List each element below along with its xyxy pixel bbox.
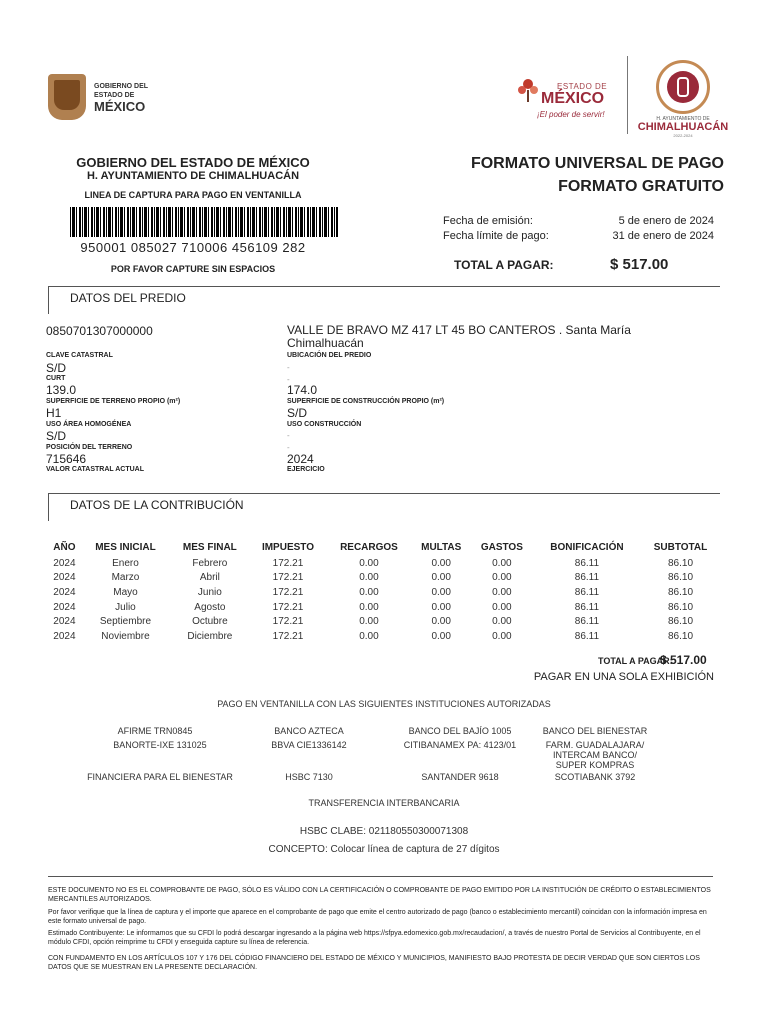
uso-const-value: S/D — [287, 406, 308, 420]
table-row — [48, 585, 720, 600]
cell: 2024 — [53, 586, 76, 598]
cell: 0.00 — [359, 572, 379, 584]
table-row — [48, 629, 720, 644]
posicion-value: S/D — [46, 429, 67, 443]
bank-bbva: BBVA CIE1336142 — [271, 740, 347, 750]
cell: 2024 — [53, 616, 76, 628]
logo-text-line3: MÉXICO — [94, 99, 146, 114]
cell: 0.00 — [431, 601, 451, 613]
capture-line: 950001 085027 710006 456109 282 — [80, 240, 306, 255]
posicion-dash-2: - — [287, 443, 290, 452]
gov-title: GOBIERNO DEL ESTADO DE MÉXICO — [76, 155, 310, 170]
cell: Septiembre — [99, 616, 152, 628]
bank-hsbc: HSBC 7130 — [285, 772, 333, 782]
curt-dash-2: - — [287, 375, 290, 384]
table-row — [48, 614, 720, 629]
col-multas: MULTAS — [421, 542, 462, 553]
format-subtitle: FORMATO GRATUITO — [558, 178, 724, 195]
posicion-dash: - — [287, 431, 290, 440]
issue-date: 5 de enero de 2024 — [618, 215, 714, 227]
bank-financiera: FINANCIERA PARA EL BIENESTAR — [87, 772, 233, 782]
contrib-left-rule — [48, 493, 49, 521]
concepto: CONCEPTO: Colocar línea de captura de 27 dígitos — [268, 844, 500, 855]
cell: Mayo — [113, 586, 138, 598]
barcode — [70, 207, 338, 237]
bank-farm-intercam: FARM. GUADALAJARA/ INTERCAM BANCO/ SUPER KOMPRAS — [545, 740, 645, 770]
cell: Febrero — [192, 557, 228, 569]
footer-cfdi: Estimado Contribuyente: Le informamos que su CFDI lo podrá descargar ingresando a la página web https://sfpya.edomexico.gob.mx/recaudacion/, a través de nuestro Portal de Servicios al Contribuyente, en el módulo CFDI, opción reimprime tu CFDI y enseguida capture su línea de referencia. — [48, 930, 701, 946]
sup-terreno-value: 139.0 — [46, 383, 77, 397]
footer-verify: Por favor verifique que la línea de captura y el importe que aparece en el comprobante de pago que emite el centro autorizado de pago (banco o establecimiento mercantil) coincidan con la información impresa en este formato universal de pago. — [48, 909, 707, 925]
cell: 172.21 — [272, 586, 304, 598]
table-row — [48, 600, 720, 615]
logo-divider — [627, 56, 628, 134]
bank-citibanamex: CITIBANAMEX PA: 4123/01 — [403, 740, 517, 750]
contrib-section-title: DATOS DE LA CONTRIBUCIÓN — [70, 498, 244, 512]
cell: 172.21 — [272, 630, 304, 642]
predio-left-rule — [48, 286, 49, 314]
total-label: TOTAL A PAGAR: — [454, 258, 554, 272]
footer-disclaimer: ESTE DOCUMENTO NO ES EL COMPROBANTE DE PAGO, SÓLO ES VÁLIDO CON LA CERTIFICACIÓN O COMPROBANTE DE PAGO EMITIDO POR LA INSTITUCIÓN DE CRÉDITO O ESTABLECIMIENTOS MERCANTILES AUTORIZADOS. — [48, 887, 711, 903]
ubicacion-value: VALLE DE BRAVO MZ 417 LT 45 BO CANTEROS . Santa María Chimalhuacán — [287, 323, 631, 350]
valor-catastral-value: 715646 — [46, 452, 87, 466]
sup-const-label: SUPERFICIE DE CONSTRUCCIÓN PROPIO (m²) — [287, 398, 445, 405]
sup-terreno-label: SUPERFICIE DE TERRENO PROPIO (m²) — [46, 398, 181, 405]
bank-bajio: BANCO DEL BAJÍO 1005 — [408, 726, 512, 736]
cell: 86.11 — [574, 616, 600, 628]
footer-rule — [48, 876, 713, 877]
bank-bienestar: BANCO DEL BIENESTAR — [542, 726, 648, 736]
uso-area-label: USO ÁREA HOMOGÉNEA — [46, 421, 132, 428]
cell: 86.11 — [574, 630, 600, 642]
contrib-top-rule — [48, 493, 720, 494]
valor-catastral-label: VALOR CATASTRAL ACTUAL — [46, 466, 144, 473]
cell: Octubre — [192, 616, 228, 628]
chimalhuacan-logo — [633, 60, 733, 140]
logo-slogan: ¡El poder de servir! — [537, 110, 605, 119]
due-date: 31 de enero de 2024 — [612, 230, 714, 242]
cell: 0.00 — [359, 557, 379, 569]
transferencia-title: TRANSFERENCIA INTERBANCARIA — [308, 798, 460, 808]
curt-label: CURT — [46, 375, 66, 382]
posicion-label: POSICIÓN DEL TERRENO — [46, 444, 133, 451]
logo-text-line1: GOBIERNO DEL — [94, 83, 149, 90]
logo-estado-big: MÉXICO — [541, 90, 605, 107]
curt-dash: - — [287, 363, 290, 372]
format-title: FORMATO UNIVERSAL DE PAGO — [470, 155, 724, 172]
cell: 86.11 — [574, 557, 600, 569]
cell: 86.11 — [574, 572, 600, 584]
table-row — [48, 571, 720, 586]
clave-catastral-label: CLAVE CATASTRAL — [46, 352, 113, 359]
ejercicio-label: EJERCICIO — [287, 466, 325, 473]
bank-scotiabank: SCOTIABANK 3792 — [554, 772, 636, 782]
cell: 0.00 — [492, 630, 512, 642]
col-mes-inicial: MES INICIAL — [95, 542, 156, 553]
logo-estado-small: ESTADO DE — [557, 82, 608, 91]
total-value: $ 517.00 — [610, 256, 669, 273]
cell: 0.00 — [492, 557, 512, 569]
cell: 2024 — [53, 557, 76, 569]
cell: Noviembre — [101, 630, 150, 642]
cell: 86.10 — [667, 557, 694, 569]
cell: 0.00 — [431, 572, 451, 584]
uso-area-value: H1 — [46, 406, 62, 420]
cell: 86.11 — [574, 586, 600, 598]
cell: 0.00 — [492, 601, 512, 613]
cell: 0.00 — [359, 601, 379, 613]
col-recargos: RECARGOS — [340, 542, 398, 553]
table-row — [48, 556, 720, 571]
cell: 86.10 — [667, 630, 694, 642]
predio-top-rule — [48, 286, 720, 287]
logo-text-line2: ESTADO DE — [94, 92, 135, 99]
clave-catastral-value: 0850701307000000 — [46, 324, 153, 338]
cell: 172.21 — [272, 557, 304, 569]
issue-date-label: Fecha de emisión: — [443, 215, 533, 227]
cell: 0.00 — [492, 616, 512, 628]
sup-const-value: 174.0 — [287, 383, 318, 397]
cell: 86.10 — [667, 572, 694, 584]
capture-title: LINEA DE CAPTURA PARA PAGO EN VENTANILLA — [84, 190, 302, 200]
municipality-title: H. AYUNTAMIENTO DE CHIMALHUACÁN — [86, 170, 300, 182]
gobierno-edomex-logo — [48, 72, 168, 122]
col-impuesto: IMPUESTO — [261, 542, 314, 553]
col-subtotal: SUBTOTAL — [653, 542, 708, 553]
logo-years: 2022-2024 — [673, 133, 693, 138]
cell: 2024 — [53, 572, 76, 584]
cell: Diciembre — [187, 630, 233, 642]
logo-ayuntamiento-small: H. AYUNTAMIENTO DE — [656, 116, 710, 122]
ejercicio-value: 2024 — [287, 452, 314, 466]
flower-icon — [517, 78, 539, 102]
cell: 0.00 — [431, 630, 451, 642]
bank-santander: SANTANDER 9618 — [421, 772, 499, 782]
cell: 86.11 — [574, 601, 600, 613]
predio-section-title: DATOS DEL PREDIO — [70, 291, 186, 305]
due-date-label: Fecha límite de pago: — [443, 230, 549, 242]
bank-azteca: BANCO AZTECA — [274, 726, 344, 736]
capture-note: POR FAVOR CAPTURE SIN ESPACIOS — [110, 264, 276, 274]
institutions-title: PAGO EN VENTANILLA CON LAS SIGUIENTES INSTITUCIONES AUTORIZADAS — [217, 699, 551, 709]
cell: 86.10 — [667, 616, 694, 628]
col-bonificacion: BONIFICACIÓN — [550, 542, 624, 553]
cell: Enero — [112, 557, 139, 569]
col-mes-final: MES FINAL — [182, 542, 237, 553]
cell: 0.00 — [431, 557, 451, 569]
ubicacion-label: UBICACIÓN DEL PREDIO — [287, 352, 372, 359]
table-total-label: TOTAL A PAGAR: — [598, 656, 673, 666]
cell: 0.00 — [359, 586, 379, 598]
cell: Julio — [115, 601, 136, 613]
footer-legal: CON FUNDAMENTO EN LOS ARTÍCULOS 107 Y 176 DEL CÓDIGO FINANCIERO DEL ESTADO DE MÉXICO Y MUNICIPIOS, MANIFIESTO BAJO PROTESTA DE DECIR VERDAD QUE SON CIERTOS LOS DATOS QUE SE MUESTRAN EN LA PRESENTE DECLARACIÓN. — [48, 955, 700, 971]
bank-afirme: AFIRME TRN0845 — [117, 726, 193, 736]
cell: 0.00 — [359, 630, 379, 642]
chimalhuacan-seal-icon — [656, 60, 710, 114]
cell: Abril — [199, 572, 220, 584]
cell: 2024 — [53, 630, 76, 642]
cell: 172.21 — [272, 601, 304, 613]
cell: Marzo — [111, 572, 140, 584]
contribution-table — [48, 542, 720, 644]
bank-banorte: BANORTE-IXE 131025 — [113, 740, 207, 750]
curt-value: S/D — [46, 361, 67, 375]
uso-const-label: USO CONSTRUCCIÓN — [287, 421, 362, 428]
col-gastos: GASTOS — [480, 542, 523, 553]
cell: 0.00 — [359, 616, 379, 628]
cell: Agosto — [194, 601, 226, 613]
cell: 2024 — [53, 601, 76, 613]
cell: 172.21 — [272, 616, 304, 628]
cell: 172.21 — [272, 572, 304, 584]
cell: 86.10 — [667, 586, 694, 598]
table-header-row — [48, 542, 720, 556]
estado-de-mexico-logo — [515, 76, 623, 130]
cell: 0.00 — [431, 616, 451, 628]
cell: Junio — [197, 586, 222, 598]
cell: 86.10 — [667, 601, 694, 613]
cell: 0.00 — [492, 572, 512, 584]
coat-of-arms-icon — [48, 74, 86, 120]
cell: 0.00 — [492, 586, 512, 598]
logo-ayuntamiento-big: CHIMALHUACÁN — [637, 121, 729, 133]
col-anio: AÑO — [53, 542, 76, 553]
table-total-value: $ 517.00 — [660, 653, 707, 667]
cell: 0.00 — [431, 586, 451, 598]
hsbc-clabe: HSBC CLABE: 021180550300071308 — [299, 826, 469, 837]
single-payment-note: PAGAR EN UNA SOLA EXHIBICIÓN — [533, 671, 714, 683]
